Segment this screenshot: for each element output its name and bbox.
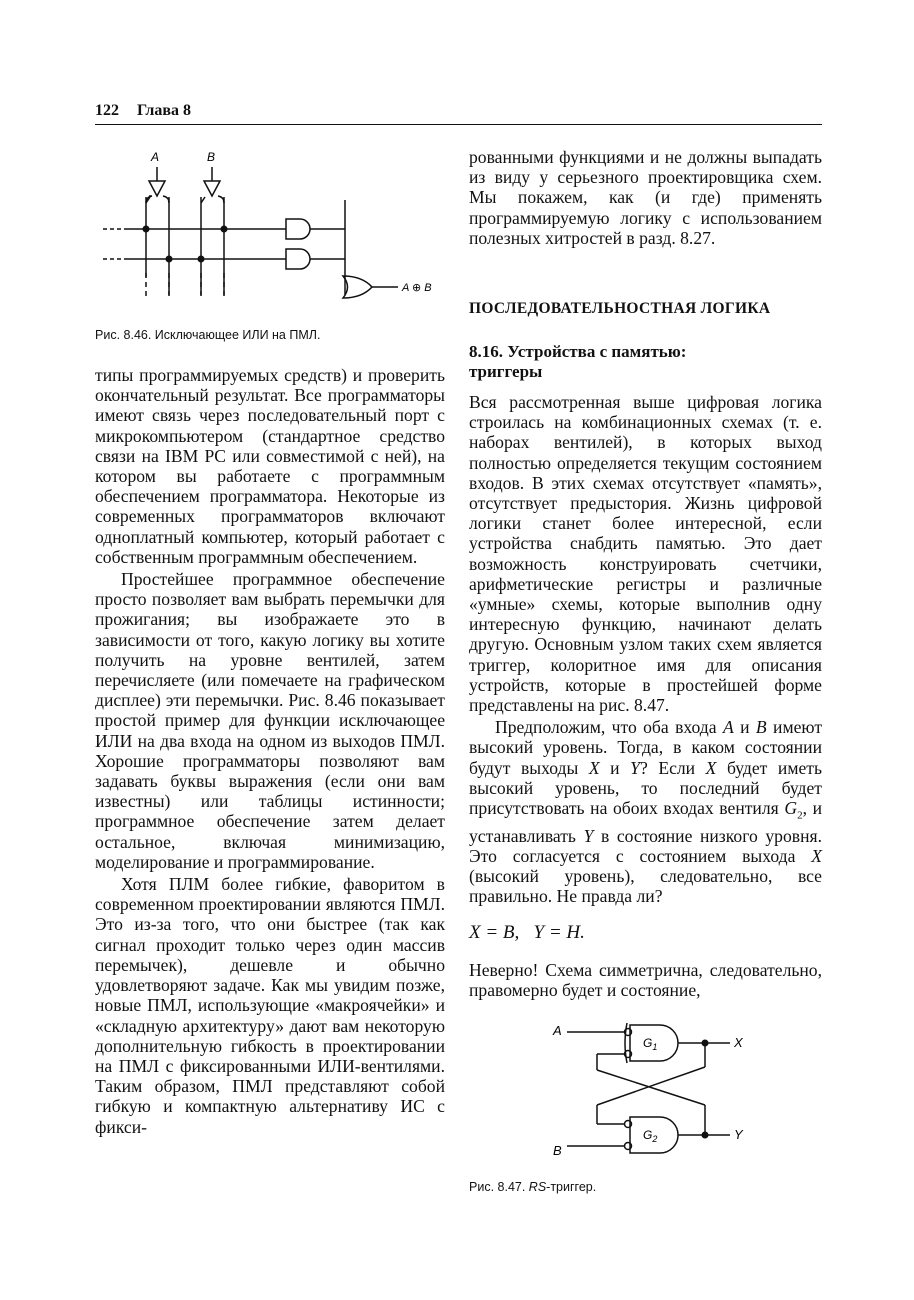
subsection-title-line-1: 8.16. Устройства с памятью: [469, 342, 687, 361]
equation: X = B, Y = H. [469, 922, 585, 943]
figure-8-47-rs-flipflop-diagram [545, 1015, 765, 1165]
section-title: ПОСЛЕДОВАТЕЛЬНОСТНАЯ ЛОГИКА [469, 300, 771, 317]
right-paragraph-2: Предположим, что оба входа A и B имеют высокий уровень. Тогда, в каком состоянии будут выходы X и Y? Если X будет иметь высокий уровень, то последний будет присутствовать на обоих входах вентиля $G_2$, и устанавливать Y в состояние низкого уровня. Это согласуется с состоянием выхода X (высокий уровень), следовательно, все правильно. Не правда ли? [469, 717, 823, 907]
left-paragraph-1: типы программируемых средств) и проверить окончательный результат. Все программаторы имеют связь через последовательный порт с микрокомпьютером (стандартное средство связи на IBM PC или совместимой с ней), на котором вы работаете с программным обеспечением программатора. Некоторые из современных программаторов включают одноплатный компьютер, который работает с собственным программным обеспечением. [95, 365, 445, 567]
fig847-label-g2: $G_2$ [643, 1128, 658, 1144]
chapter-title: Глава 8 [137, 102, 191, 119]
fig846-label-b: B [207, 150, 216, 164]
right-paragraph-1: Вся рассмотренная выше цифровая логика строилась на комбинационных схемах (т. е. наборах вентилей), в которых выход полностью определяется текущим состоянием входов. В этих схемах отсутствует «память», отсутствует предыстория. Жизнь цифровой логики станет более интересной, если устройства снабдить памятью. Это дает возможность конструировать счетчики, арифметические регистры и различные «умные» схемы, которые выполнив одну интересную функцию, начинают делать другую. Основным узлом таких схем является триггер, колоритное имя для описания устройств, которые в простейшей форме представлены на рис. 8.47. [469, 392, 822, 716]
right-column-body [469, 392, 822, 907]
fig846-label-a: A [151, 150, 160, 164]
right-paragraph-3: Неверно! Схема симметрична, следовательно, правомерно будет и состояние, [469, 960, 822, 1001]
fig846-label-out: A ⊕ B [402, 282, 432, 294]
fig847-label-y: Y [734, 1127, 743, 1142]
subsection-title-line-2: триггеры [469, 362, 543, 381]
fig847-label-x: X [734, 1035, 743, 1050]
left-paragraph-2: Простейшее программное обеспечение просто позволяет вам выбрать перемычки для прожигания; вы изображаете это в зависимости от того, какую логику вы хотите получить на уровне вентилей, затем перечисляете (или помечаете на графическом дисплее) эти перемычки. Рис. 8.46 показывает простой пример для функции исключающее ИЛИ на два входа на одном из выходов ПМЛ. Хорошие программаторы позволяют вам задавать буквы выражения (если они вам известны) или таблицы истинности; программное обеспечение затем делает остальное, включая минимизацию, моделирование и программирование. [95, 569, 445, 872]
left-paragraph-3: Хотя ПЛМ более гибкие, фаворитом в современном проектировании являются ПМЛ. Это из-за того, что они быстрее (так как сигнал проходит только через один массив перемычек), дешевле и обычно удовлетворяют задаче. Как мы увидим позже, новые ПМЛ, использующие «макроячейки» и «складную архитектуру» дают вам некоторую дополнительную гибкость в проектировании на ПМЛ с фиксированными ИЛИ-вентилями. Таким образом, ПМЛ представляют собой гибкую и компактную альтернативу ИС с фикси- [95, 874, 445, 1137]
figure-8-47-caption: Рис. 8.47. RS-триггер. [469, 1180, 597, 1194]
right-paragraph-0: рованными функциями и не должны выпадать из виду у серьезного проектировщика схем. Мы покажем, как (и где) применять программируемую логику с использованием полезных хитростей в разд. 8.27. [469, 147, 822, 248]
fig847-label-a: A [553, 1023, 562, 1038]
figure-8-46-caption: Рис. 8.46. Исключающее ИЛИ на ПМЛ. [95, 328, 321, 342]
page-header [95, 102, 209, 120]
page-number: 122 [95, 102, 119, 119]
header-rule [95, 124, 822, 125]
right-column-bottom [469, 960, 822, 1000]
fig847-label-b: B [553, 1143, 562, 1158]
right-column-top [469, 147, 822, 248]
left-column [95, 365, 445, 1137]
figure-8-46-pal-xor-diagram [100, 145, 440, 305]
fig847-label-g1: $G_1$ [643, 1036, 658, 1052]
subsection-title [469, 342, 686, 382]
